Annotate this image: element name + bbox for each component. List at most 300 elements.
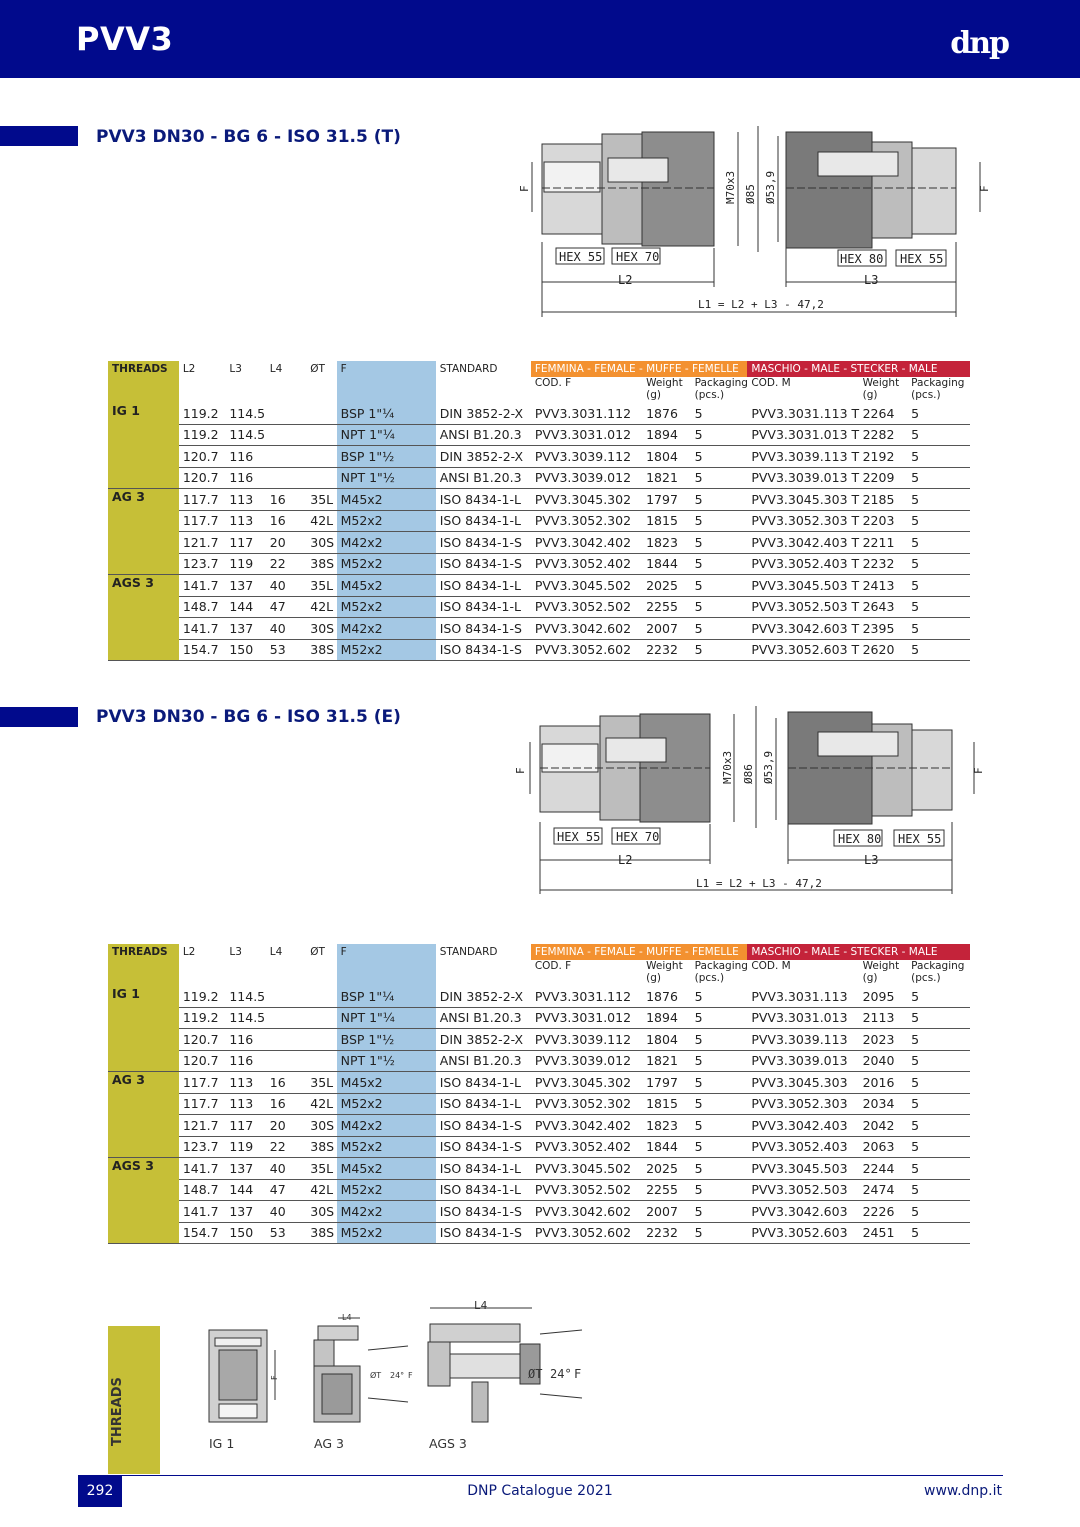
f-header: F — [337, 944, 436, 960]
table-cell: 53 — [266, 1222, 306, 1244]
table-cell: PVV3.3045.502 — [531, 575, 642, 597]
table-cell: PVV3.3042.603 T — [747, 618, 858, 640]
table-cell: PVV3.3042.403 — [747, 1115, 858, 1137]
table-cell: ANSI B1.20.3 — [436, 1050, 531, 1072]
table-cell: ISO 8434-1-S — [436, 1136, 531, 1158]
thread-group-cell: AG 3 — [108, 1072, 179, 1094]
table-cell: 141.7 — [179, 618, 226, 640]
table-cell: 1815 — [642, 510, 691, 532]
table-cell: PVV3.3039.013 — [747, 1050, 858, 1072]
table-row — [108, 575, 970, 597]
table-cell: 2232 — [859, 553, 908, 575]
table-cell: PVV3.3039.113 — [747, 1029, 858, 1051]
table-cell: M52x2 — [337, 1136, 436, 1158]
thread-ag3-drawing — [308, 1308, 418, 1430]
table-cell: M45x2 — [337, 575, 436, 597]
l4-header: L4 — [269, 363, 283, 375]
table-cell: PVV3.3039.013 T — [747, 467, 858, 489]
table-cell: 120.7 — [179, 1029, 226, 1051]
table-cell — [306, 424, 336, 446]
table-cell: 144 — [225, 1179, 265, 1201]
table-cell: 2192 — [859, 446, 908, 468]
table-cell: 1797 — [642, 489, 691, 511]
table-cell: PVV3.3052.602 — [531, 1222, 642, 1244]
table-cell: PVV3.3045.302 — [531, 489, 642, 511]
table-row — [108, 618, 970, 640]
table-cell: 42L — [306, 1093, 336, 1115]
table-cell: 40 — [266, 1201, 306, 1223]
table-cell: BSP 1"½ — [337, 446, 436, 468]
ot-label: ØT — [370, 1371, 382, 1380]
threads-header: THREADS — [108, 361, 179, 377]
table-cell: 117 — [225, 1115, 265, 1137]
table-cell: ISO 8434-1-S — [436, 1222, 531, 1244]
table-cell: 5 — [907, 553, 970, 575]
table-cell: 5 — [691, 1050, 748, 1072]
table-cell: 150 — [225, 1222, 265, 1244]
table-cell: 123.7 — [179, 553, 226, 575]
table-cell: 16 — [266, 489, 306, 511]
page-header — [0, 0, 1080, 78]
packaging-header: Packaging (pcs.) — [911, 960, 965, 984]
blank-cell — [225, 960, 265, 986]
hex-left-a-label: HEX 55 — [559, 250, 603, 264]
hex-right-b-label: HEX 55 — [900, 252, 944, 266]
table-cell: 1821 — [642, 467, 691, 489]
table-cell: PVV3.3031.112 — [531, 403, 642, 424]
table-cell: 116 — [225, 467, 265, 489]
female-header: FEMMINA - FEMALE - MUFFE - FEMELLE — [531, 944, 748, 960]
table-cell: PVV3.3039.113 T — [747, 446, 858, 468]
table-cell: DIN 3852-2-X — [436, 403, 531, 424]
table-cell: 121.7 — [179, 532, 226, 554]
m70-label: M70x3 — [721, 750, 734, 784]
blank-cell — [179, 960, 226, 986]
table-cell: ISO 8434-1-L — [436, 1179, 531, 1201]
table-cell: 5 — [907, 1093, 970, 1115]
table-cell: 2255 — [642, 1179, 691, 1201]
ot-header: ØT — [310, 946, 325, 958]
spec-table-t — [108, 361, 970, 661]
table-cell — [266, 424, 306, 446]
thread-group-cell — [108, 510, 179, 532]
table-cell: 38S — [306, 639, 336, 661]
thread-group-cell — [108, 1136, 179, 1158]
table-cell: 5 — [907, 532, 970, 554]
table-cell: ISO 8434-1-L — [436, 575, 531, 597]
thread-ig1-label: IG 1 — [209, 1436, 235, 1451]
table-cell: 5 — [691, 510, 748, 532]
table-cell: ISO 8434-1-L — [436, 596, 531, 618]
table-cell: ANSI B1.20.3 — [436, 1007, 531, 1029]
table-cell: 5 — [907, 1158, 970, 1180]
f-label: F — [408, 1371, 413, 1380]
table-cell: 117.7 — [179, 510, 226, 532]
table-cell: 2232 — [642, 639, 691, 661]
blank-cell — [225, 377, 265, 403]
table-cell: 119 — [225, 553, 265, 575]
catalogue-name: DNP Catalogue 2021 — [467, 1483, 613, 1499]
thread-group-cell — [108, 553, 179, 575]
table-cell — [266, 1050, 306, 1072]
table-cell: M42x2 — [337, 532, 436, 554]
table-cell: 35L — [306, 575, 336, 597]
table-cell — [266, 1007, 306, 1029]
table-cell: DIN 3852-2-X — [436, 1029, 531, 1051]
table-cell: 2232 — [642, 1222, 691, 1244]
thread-group-cell — [108, 1179, 179, 1201]
table-cell: 2620 — [859, 639, 908, 661]
thread-group-cell — [108, 639, 179, 661]
blank-cell — [306, 960, 336, 986]
table-cell: 5 — [907, 1029, 970, 1051]
table-cell: 1815 — [642, 1093, 691, 1115]
table-cell: PVV3.3045.503 — [747, 1158, 858, 1180]
table-cell: M52x2 — [337, 596, 436, 618]
table-cell — [306, 1050, 336, 1072]
table-row — [108, 986, 970, 1007]
table-cell: 114.5 — [225, 403, 265, 424]
table-cell: 5 — [691, 446, 748, 468]
table-cell: 5 — [907, 510, 970, 532]
table-cell: PVV3.3052.402 — [531, 553, 642, 575]
table-cell: 117.7 — [179, 1093, 226, 1115]
table-cell: 137 — [225, 618, 265, 640]
table-row — [108, 1050, 970, 1072]
table-cell: PVV3.3052.403 T — [747, 553, 858, 575]
table-cell: 5 — [691, 1158, 748, 1180]
table-cell: PVV3.3052.503 T — [747, 596, 858, 618]
cod-m-header: COD. M — [751, 377, 791, 389]
table-cell: 5 — [691, 575, 748, 597]
table-cell: 154.7 — [179, 1222, 226, 1244]
table-cell: 5 — [907, 596, 970, 618]
blank-cell — [436, 377, 531, 403]
table-cell: M42x2 — [337, 1201, 436, 1223]
table-cell: 22 — [266, 553, 306, 575]
table-cell: 1894 — [642, 1007, 691, 1029]
table-cell: 120.7 — [179, 467, 226, 489]
table-cell: ANSI B1.20.3 — [436, 467, 531, 489]
weight-header: Weight (g) — [862, 377, 900, 401]
f-header: F — [337, 361, 436, 377]
table-cell: 137 — [225, 1158, 265, 1180]
table-cell: 2185 — [859, 489, 908, 511]
l3-header: L3 — [229, 363, 242, 375]
table-cell: 2211 — [859, 532, 908, 554]
table-cell: BSP 1"¼ — [337, 403, 436, 424]
table-cell: ISO 8434-1-S — [436, 618, 531, 640]
d539-label: Ø53,9 — [762, 750, 775, 784]
table-cell: 5 — [691, 1201, 748, 1223]
table-cell: 141.7 — [179, 1158, 226, 1180]
female-header: FEMMINA - FEMALE - MUFFE - FEMELLE — [531, 361, 748, 377]
thread-group-cell: AGS 3 — [108, 575, 179, 597]
table-cell: M52x2 — [337, 510, 436, 532]
table-cell: 2203 — [859, 510, 908, 532]
table-cell: PVV3.3031.112 — [531, 986, 642, 1007]
section-marker — [0, 126, 78, 146]
table-cell: 114.5 — [225, 986, 265, 1007]
threads-header: THREADS — [108, 944, 179, 960]
table-cell: ISO 8434-1-S — [436, 553, 531, 575]
table-cell: 38S — [306, 1222, 336, 1244]
table-cell: PVV3.3031.113 T — [747, 403, 858, 424]
table-cell: PVV3.3052.302 — [531, 510, 642, 532]
table-cell: ISO 8434-1-S — [436, 1115, 531, 1137]
table-cell: 1876 — [642, 986, 691, 1007]
table-cell: 5 — [907, 1222, 970, 1244]
d539-label: Ø53,9 — [764, 170, 777, 204]
table-cell: 120.7 — [179, 446, 226, 468]
table-row — [108, 1201, 970, 1223]
table-cell: 2474 — [859, 1179, 908, 1201]
hex-left-b-label: HEX 70 — [616, 250, 660, 264]
table-cell — [266, 403, 306, 424]
threads-header-fill — [108, 377, 179, 403]
table-cell: 5 — [691, 403, 748, 424]
blank-cell — [179, 377, 226, 403]
table-cell: BSP 1"¼ — [337, 986, 436, 1007]
table-cell — [266, 1029, 306, 1051]
table-cell: 1844 — [642, 1136, 691, 1158]
table-cell: 120.7 — [179, 1050, 226, 1072]
table-cell: 2007 — [642, 1201, 691, 1223]
table-cell: PVV3.3031.012 — [531, 424, 642, 446]
f-header-fill — [337, 377, 436, 403]
table-cell: 5 — [907, 986, 970, 1007]
table-cell: M42x2 — [337, 618, 436, 640]
table-cell: 20 — [266, 532, 306, 554]
table-cell: PVV3.3042.602 — [531, 1201, 642, 1223]
table-cell: 5 — [907, 1201, 970, 1223]
table-cell: 5 — [907, 575, 970, 597]
table-cell — [306, 986, 336, 1007]
table-cell: 35L — [306, 489, 336, 511]
table-cell: 1821 — [642, 1050, 691, 1072]
table-cell: 30S — [306, 1115, 336, 1137]
table-cell: 35L — [306, 1072, 336, 1094]
threads-label: THREADS — [110, 1377, 125, 1446]
table-cell: ISO 8434-1-L — [436, 1072, 531, 1094]
table-cell: 2042 — [859, 1115, 908, 1137]
table-cell: DIN 3852-2-X — [436, 446, 531, 468]
table-cell: 2255 — [642, 596, 691, 618]
thread-group-cell — [108, 532, 179, 554]
table-cell: 119.2 — [179, 424, 226, 446]
table-row — [108, 1136, 970, 1158]
table-cell: 16 — [266, 1093, 306, 1115]
hex-left-b-label: HEX 70 — [616, 830, 660, 844]
table-cell: 113 — [225, 1072, 265, 1094]
table-cell — [306, 467, 336, 489]
table-cell: 42L — [306, 510, 336, 532]
l4-label: L4 — [474, 1299, 488, 1312]
table-cell: 141.7 — [179, 1201, 226, 1223]
f-label: F — [270, 1375, 279, 1380]
table-cell: PVV3.3052.303 — [747, 1093, 858, 1115]
table-cell: 2643 — [859, 596, 908, 618]
f-header-fill — [337, 960, 436, 986]
table-cell: 38S — [306, 553, 336, 575]
table-cell: 40 — [266, 618, 306, 640]
table-cell: 16 — [266, 510, 306, 532]
thread-group-cell — [108, 1222, 179, 1244]
section-title: PVV3 DN30 - BG 6 - ISO 31.5 (T) — [96, 127, 401, 147]
table-cell — [306, 403, 336, 424]
table-cell: 5 — [907, 1007, 970, 1029]
table-cell — [306, 1007, 336, 1029]
table-cell: 5 — [691, 1136, 748, 1158]
table-cell: PVV3.3042.402 — [531, 532, 642, 554]
section-marker — [0, 707, 78, 727]
table-row — [108, 510, 970, 532]
table-cell: 2025 — [642, 575, 691, 597]
table-cell: 1804 — [642, 446, 691, 468]
standard-header: STANDARD — [439, 946, 498, 958]
table-cell: 5 — [691, 553, 748, 575]
hex-right-a-label: HEX 80 — [838, 832, 882, 846]
table-cell: M52x2 — [337, 553, 436, 575]
table-cell: PVV3.3042.603 — [747, 1201, 858, 1223]
table-cell: PVV3.3052.502 — [531, 1179, 642, 1201]
table-cell — [306, 1029, 336, 1051]
l2-label: L2 — [618, 273, 633, 287]
website-link[interactable]: www.dnp.it — [924, 1483, 1002, 1499]
table-cell: ISO 8434-1-S — [436, 639, 531, 661]
table-cell: 5 — [691, 467, 748, 489]
weight-header: Weight (g) — [646, 960, 683, 984]
table-cell: 2034 — [859, 1093, 908, 1115]
section-title: PVV3 DN30 - BG 6 - ISO 31.5 (E) — [96, 707, 401, 727]
table-cell: M52x2 — [337, 1179, 436, 1201]
table-cell: 20 — [266, 1115, 306, 1137]
table-row — [108, 1029, 970, 1051]
table-cell: 144 — [225, 596, 265, 618]
table-cell: 114.5 — [225, 1007, 265, 1029]
hex-right-a-label: HEX 80 — [840, 252, 884, 266]
page-number: 292 — [78, 1475, 122, 1507]
table-cell: 42L — [306, 596, 336, 618]
table-row — [108, 596, 970, 618]
table-cell: PVV3.3031.013 — [747, 1007, 858, 1029]
table-cell: PVV3.3052.403 — [747, 1136, 858, 1158]
cod-m-header: COD. M — [751, 960, 791, 972]
table-cell: 2282 — [859, 424, 908, 446]
table-cell: PVV3.3042.402 — [531, 1115, 642, 1137]
table-cell: PVV3.3039.012 — [531, 1050, 642, 1072]
f-right-label: F — [972, 767, 985, 774]
angle-label: 24° — [550, 1367, 572, 1381]
table-row — [108, 553, 970, 575]
table-row — [108, 489, 970, 511]
table-cell: 35L — [306, 1158, 336, 1180]
f-left-label: F — [514, 767, 527, 774]
table-cell: M45x2 — [337, 489, 436, 511]
thread-group-cell: AGS 3 — [108, 1158, 179, 1180]
table-cell: PVV3.3039.112 — [531, 446, 642, 468]
table-cell: 154.7 — [179, 639, 226, 661]
table-cell: 5 — [691, 1029, 748, 1051]
table-cell: PVV3.3045.302 — [531, 1072, 642, 1094]
l2-header: L2 — [182, 363, 196, 375]
table-cell: ISO 8434-1-L — [436, 489, 531, 511]
table-cell: 2395 — [859, 618, 908, 640]
table-cell: 150 — [225, 639, 265, 661]
table-cell: PVV3.3045.502 — [531, 1158, 642, 1180]
blank-cell — [266, 377, 306, 403]
table-cell: 5 — [907, 1072, 970, 1094]
table-row — [108, 424, 970, 446]
table-cell: M45x2 — [337, 1072, 436, 1094]
table-cell: 30S — [306, 532, 336, 554]
table-cell: PVV3.3045.303 — [747, 1072, 858, 1094]
table-cell: 116 — [225, 1050, 265, 1072]
cod-f-header: COD. F — [534, 960, 572, 972]
table-cell: 116 — [225, 446, 265, 468]
table-cell: 5 — [907, 489, 970, 511]
weight-header: Weight (g) — [862, 960, 900, 984]
d86-label: Ø86 — [742, 764, 755, 784]
table-cell: 116 — [225, 1029, 265, 1051]
packaging-header: Packaging (pcs.) — [694, 377, 748, 401]
page-title: PVV3 — [76, 20, 174, 58]
l1-label: L1 = L2 + L3 - 47,2 — [698, 298, 824, 311]
table-cell: NPT 1"½ — [337, 467, 436, 489]
table-cell: 5 — [907, 424, 970, 446]
table-cell: 148.7 — [179, 1179, 226, 1201]
table-cell: 2040 — [859, 1050, 908, 1072]
thread-group-cell: IG 1 — [108, 403, 179, 424]
table-cell: PVV3.3052.602 — [531, 639, 642, 661]
thread-group-cell — [108, 1029, 179, 1051]
table-cell: 113 — [225, 510, 265, 532]
l3-label: L3 — [864, 853, 879, 867]
thread-group-cell — [108, 618, 179, 640]
table-row — [108, 1072, 970, 1094]
table-cell: 1804 — [642, 1029, 691, 1051]
table-cell: PVV3.3052.302 — [531, 1093, 642, 1115]
table-cell: 5 — [691, 986, 748, 1007]
table-cell: 2023 — [859, 1029, 908, 1051]
packaging-header: Packaging (pcs.) — [911, 377, 965, 401]
table-cell: ISO 8434-1-L — [436, 1093, 531, 1115]
blank-cell — [436, 960, 531, 986]
table-cell: 30S — [306, 1201, 336, 1223]
table-cell: 2244 — [859, 1158, 908, 1180]
table-cell: 42L — [306, 1179, 336, 1201]
table-cell: M42x2 — [337, 1115, 436, 1137]
table-cell: 40 — [266, 1158, 306, 1180]
table-cell: ANSI B1.20.3 — [436, 424, 531, 446]
table-cell: 2226 — [859, 1201, 908, 1223]
table-cell: 5 — [691, 532, 748, 554]
thread-group-cell — [108, 596, 179, 618]
table-cell: 5 — [691, 489, 748, 511]
standard-header: STANDARD — [439, 363, 498, 375]
table-cell: 113 — [225, 1093, 265, 1115]
table-cell: 5 — [691, 1007, 748, 1029]
table-row — [108, 403, 970, 424]
table-cell — [266, 446, 306, 468]
table-cell: 5 — [907, 618, 970, 640]
table-cell: 47 — [266, 596, 306, 618]
table-cell: 2016 — [859, 1072, 908, 1094]
l2-header: L2 — [182, 946, 196, 958]
thread-group-cell — [108, 446, 179, 468]
table-cell: ISO 8434-1-S — [436, 532, 531, 554]
angle-label: 24° — [390, 1371, 405, 1380]
